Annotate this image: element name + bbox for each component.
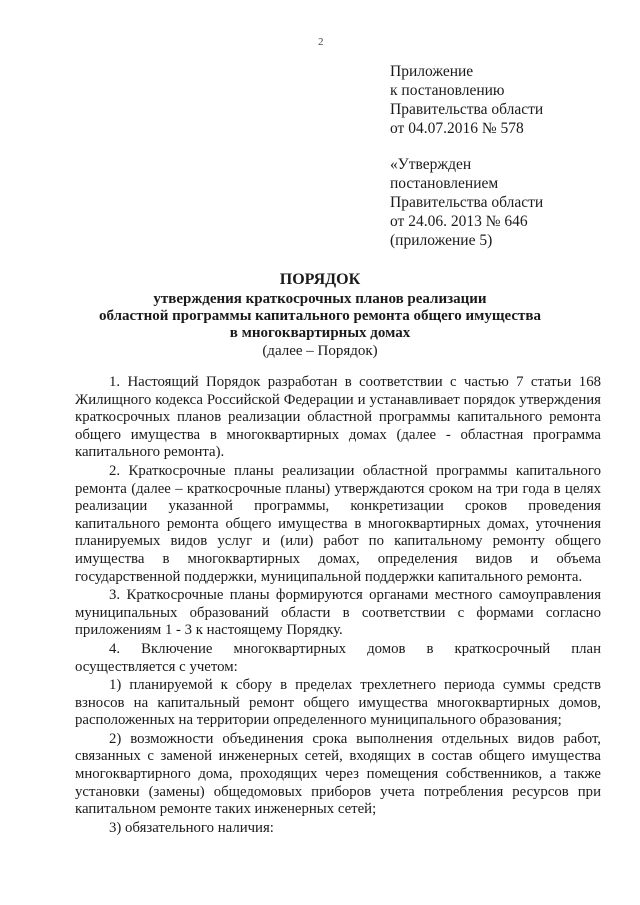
body-paragraph: 3. Краткосрочные планы формируются органами местного самоуправления муниципальных образований области в соответствии с формами согласно приложениям 1 - 3 к настоящему Порядку. [75, 587, 601, 639]
document-body [75, 374, 601, 838]
approval-block [390, 155, 543, 250]
body-paragraph: 1) планируемой к сбору в пределах трехлетнего периода суммы средств взносов на капитальный ремонт общего имущества многоквартирных домов, расположенных на территории определенного муниципального образования; [75, 677, 601, 729]
document-abbreviation-note: (далее – Порядок) [262, 343, 378, 359]
appendix-block [390, 62, 543, 138]
document-title: ПОРЯДОК [279, 271, 361, 288]
document-subtitle-line: утверждения краткосрочных планов реализации [153, 291, 487, 307]
body-paragraph: 3) обязательного наличия: [109, 819, 274, 836]
approval-line: постановлением [390, 175, 499, 192]
approval-line: (приложение 5) [390, 232, 493, 249]
appendix-line: Приложение [390, 63, 474, 80]
document-subtitle-line: в многоквартирных домах [229, 325, 411, 341]
body-paragraph: 2) возможности объединения срока выполнения отдельных видов работ, связанных с заменой инженерных сетей, входящих в состав общего имущества многоквартирного дома, проходящих через помещения собственников, а также установки (замены) общедомовых приборов учета потребления ресурсов при капитальном ремонте таких инженерных сетей; [75, 730, 601, 818]
appendix-line: Правительства области [390, 101, 544, 118]
approval-line: от 24.06. 2013 № 646 [390, 213, 528, 230]
approval-line: Правительства области [390, 194, 544, 211]
document-subtitle-line: областной программы капитального ремонта общего имущества [99, 308, 541, 324]
approval-line: «Утвержден [390, 156, 472, 173]
document-heading [0, 270, 640, 360]
body-paragraph: 4. Включение многоквартирных домов в краткосрочный план осуществляется с учетом: [75, 640, 601, 675]
body-paragraph: 1. Настоящий Порядок разработан в соответствии с частью 7 статьи 168 Жилищного кодекса Российской Федерации и устанавливает порядок утверждения краткосрочных планов реализации областной программы капитального ремонта общего имущества в многоквартирных домах (далее - областная программа капитального ремонта). [75, 374, 601, 461]
appendix-line: от 04.07.2016 № 578 [390, 120, 524, 137]
appendix-line: к постановлению [390, 82, 505, 99]
body-paragraph: 2. Краткосрочные планы реализации областной программы капитального ремонта (далее – краткосрочные планы) утверждаются сроком на три года в целях реализации указанной программы, конкретизации сроков проведения капитального ремонта общего имущества в многоквартирных домах, уточнения планируемых видов услуг и (или) работ по капитальному ремонту общего имущества в многоквартирных домах, определения видов и объема государственной поддержки, муниципальной поддержки капитального ремонта. [75, 462, 601, 585]
page-number: 2 [318, 36, 324, 48]
